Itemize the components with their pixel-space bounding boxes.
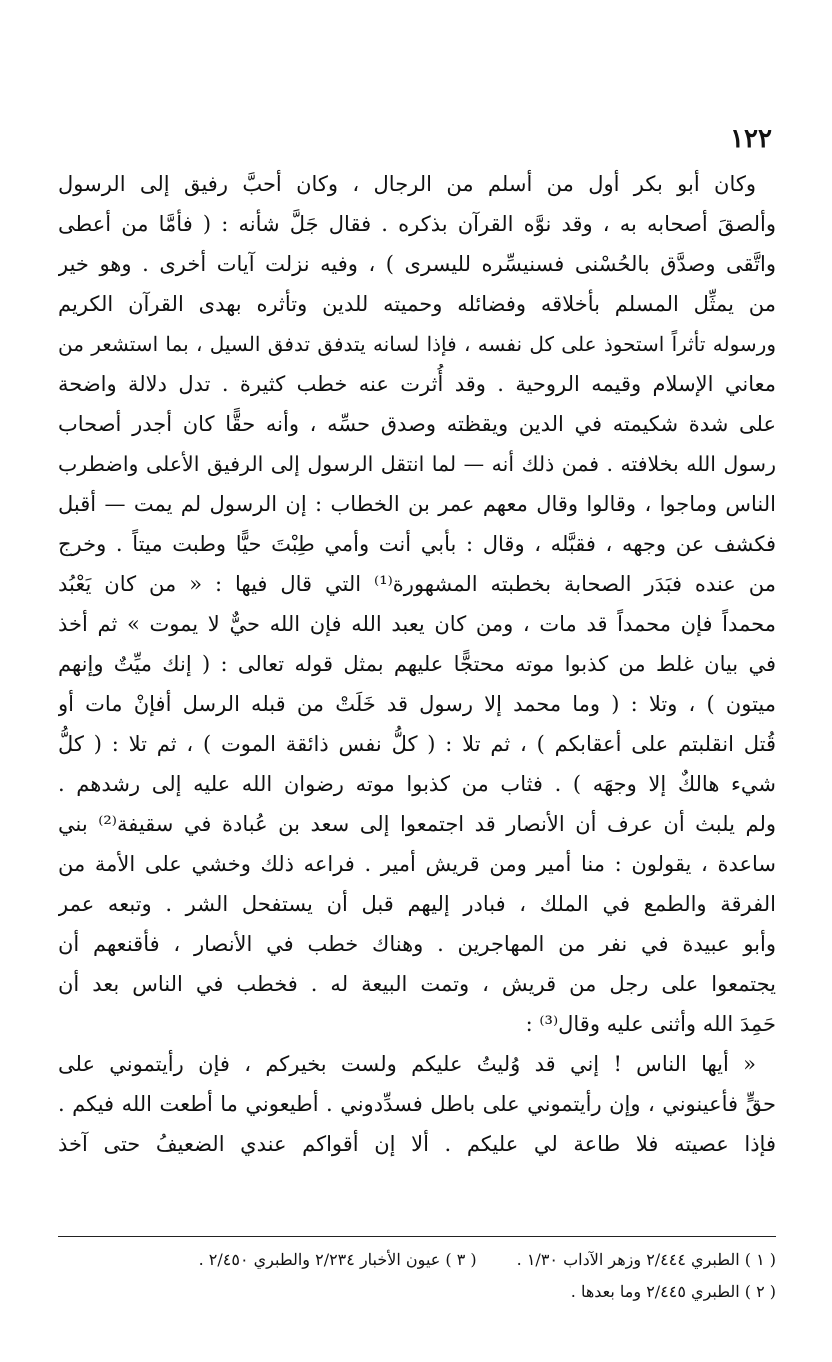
- footnote-2: ( ٢ ) الطبري ٢/٤٤٥ وما بعدها .: [570, 1282, 776, 1301]
- footnotes: [58, 1244, 776, 1308]
- text-line: في بيان غلط من كذبوا موته محتجًّا عليهم بمثل قوله تعالى : ( إنك ميِّتٌ وإنهم: [58, 652, 776, 676]
- text-line: يجتمعوا على رجل من قريش ، وتمت البيعة له . فخطب في الناس بعد أن: [58, 972, 776, 996]
- text-line: « أيها الناس ! إني قد وُليتُ عليكم ولست بخيركم ، فإن رأيتموني على: [58, 1052, 756, 1076]
- text-line: من عنده فبَدَر الصحابة بخطبته المشهورة⁽¹⁾ التي قال فيها : « من كان يَعْبُد: [58, 572, 776, 596]
- text-line: ميتون ) ، وتلا : ( وما محمد إلا رسول قد خَلَتْ من قبله الرسل أفإنْ مات أو: [58, 692, 776, 716]
- text-line: رسول الله بخلافته . فمن ذلك أنه — لما انتقل الرسول إلى الرفيق الأعلى واضطرب: [58, 452, 776, 476]
- text-line: وأبو عبيدة في نفر من المهاجرين . وهناك خطب في الأنصار ، فأقنعهم أن: [58, 932, 776, 956]
- text-line: حقٍّ فأعينوني ، وإن رأيتموني على باطل فسدِّدوني . أطيعوني ما أطعت الله فيكم .: [58, 1092, 776, 1116]
- footnote-row: [58, 1276, 776, 1308]
- book-page: [58, 112, 776, 1332]
- text-line: معاني الإسلام وقيمه الروحية . وقد أُثرت عنه خطب كثيرة . تدل دلالة واضحة: [58, 372, 776, 396]
- footnote-row: [58, 1244, 776, 1276]
- text-line: ولم يلبث أن عرف أن الأنصار قد اجتمعوا إلى سعد بن عُبادة في سقيفة⁽²⁾ بني: [58, 812, 776, 836]
- text-line: محمداً فإن محمداً قد مات ، ومن كان يعبد الله فإن الله حيٌّ لا يموت » ثم أخذ: [58, 612, 776, 636]
- text-line: فكشف عن وجهه ، فقبَّله ، وقال : بأبي أنت وأمي طِبْتَ حيًّا وطبت ميتاً . وخرج: [58, 532, 776, 556]
- page-number: ١٢٢: [730, 124, 772, 154]
- text-line: واتَّقى وصدَّق بالحُسْنى فسنيسِّره لليسرى ) ، وفيه نزلت آيات أخرى . وهو خير: [58, 252, 776, 276]
- text-line: شيء هالكٌ إلا وجهَه ) . فثاب من كذبوا موته رضوان الله عليه إلى رشدهم .: [58, 772, 776, 796]
- text-line: فإذا عصيته فلا طاعة لي عليكم . ألا إن أقواكم عندي الضعيفُ حتى آخذ: [58, 1132, 776, 1156]
- text-line: وكان أبو بكر أول من أسلم من الرجال ، وكان أحبَّ رفيق إلى الرسول: [58, 172, 756, 196]
- text-line: ساعدة ، يقولون : منا أمير ومن قريش أمير . فراعه ذلك وخشي على الأمة من: [58, 852, 776, 876]
- text-line: وألصقَ أصحابه به ، وقد نوَّه القرآن بذكره . فقال جَلَّ شأنه : ( فأمَّا من أعطى: [58, 212, 776, 236]
- text-line: الفرقة والطمع في الملك ، فبادر إليهم قبل أن يستفحل الشر . وتبعه عمر: [58, 892, 776, 916]
- body-text: [58, 164, 776, 1164]
- text-line: ورسوله تأثراً استحوذ على كل نفسه ، فإذا لسانه يتدفق تدفق السيل ، بما استشعر من: [58, 332, 776, 356]
- text-line: الناس وماجوا ، وقالوا وقال معهم عمر بن الخطاب : إن الرسول لم يمت — أقبل: [58, 492, 776, 516]
- text-line: على شدة شكيمته في الدين ويقظته وصدق حسِّه ، وأنه حقًّا كان أجدر أصحاب: [58, 412, 776, 436]
- text-line: قُتل انقلبتم على أعقابكم ) ، ثم تلا : ( كلُّ نفس ذائقة الموت ) ، ثم تلا : ( كلُّ: [58, 732, 776, 756]
- footnote-1: ( ١ ) الطبري ٢/٤٤٤ وزهر الآداب ١/٣٠ .: [516, 1250, 776, 1269]
- footnote-separator: [58, 1236, 776, 1237]
- footnote-3: ( ٣ ) عيون الأخبار ٢/٢٣٤ والطبري ٢/٤٥٠ .: [198, 1250, 477, 1269]
- text-line: حَمِدَ الله وأثنى عليه وقال⁽³⁾ :: [525, 1012, 776, 1036]
- text-line: من يمثِّل المسلم بأخلاقه وفضائله وحميته للدين وتأثره بهدى القرآن الكريم: [58, 292, 776, 316]
